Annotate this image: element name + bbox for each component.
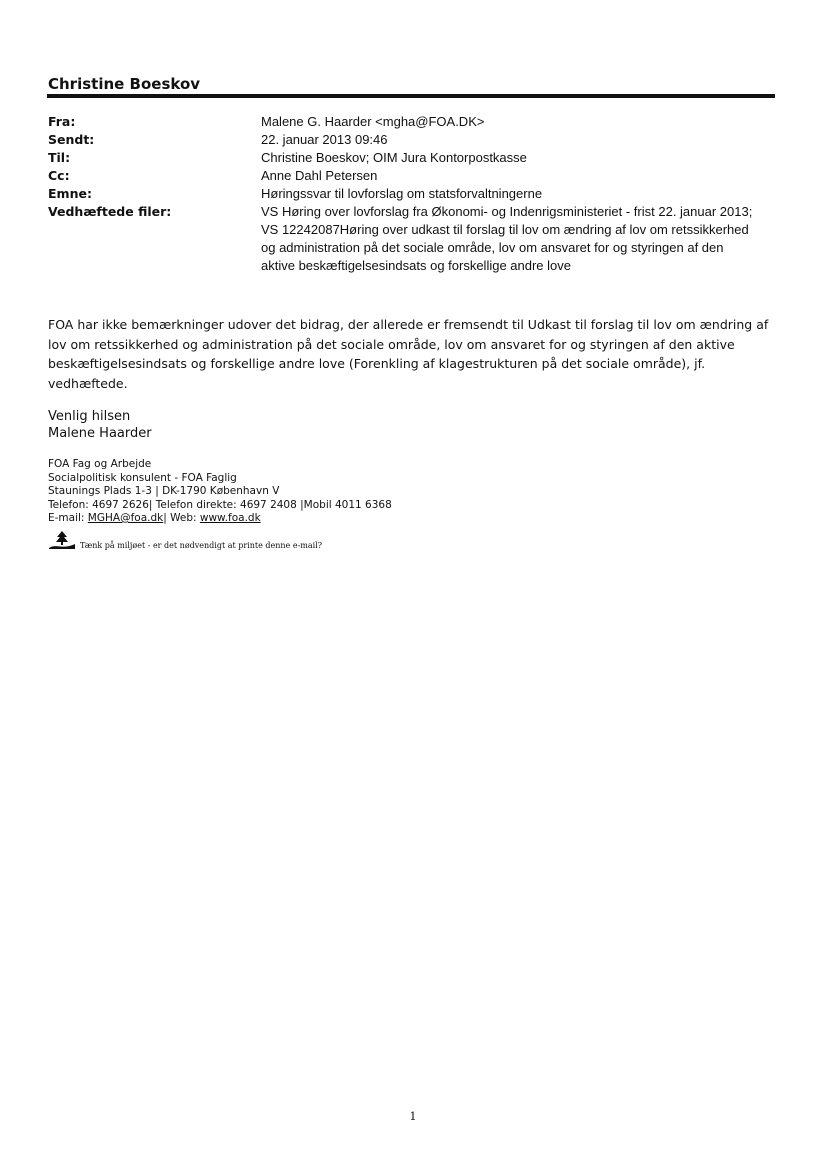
header-row-from [48,113,778,131]
web-link[interactable]: www.foa.dk [199,512,261,524]
header-label: Til: [48,150,71,165]
closing [48,408,152,442]
header-divider [47,94,775,98]
sender-name: Malene Haarder [48,426,152,441]
header-row-sent [48,131,778,149]
email-body: FOA har ikke bemærkninger udover det bidrag, der allerede er fremsendt til Udkast til forslag til lov om ændring af lov om retssikkerhed og administration på det sociale område, lov om ansvaret for og styringen af den aktive beskæftigelsesindsats og forskellige andre love (Forenkling af klagestrukturen på det sociale område), jf. vedhæftede. [48,317,769,391]
header-label: Cc: [48,168,70,183]
header-value-sent: 22. januar 2013 09:46 [261,132,388,147]
header-value-to: Christine Boeskov; OIM Jura Kontorpostkasse [261,150,527,165]
signature-address: Staunings Plads 1-3 | DK-1790 København V [48,485,280,497]
web-label: | Web: [163,512,200,524]
signature-contact [48,512,392,526]
page-number: 1 [409,1110,417,1123]
header-value-cc: Anne Dahl Petersen [261,168,378,183]
header-row-subject [48,185,778,203]
signature-block [48,458,392,526]
header-label: Vedhæftede filer: [48,204,172,219]
email-headers [48,113,778,275]
email-link[interactable]: MGHA@foa.dk [87,512,164,524]
header-value-attachments: VS Høring over lovforslag fra Økonomi- og Indenrigsministeriet - frist 22. januar 2013; VS 12242087Høring over udkast til forslag til lov om ændring af lov om retssikkerhed og administration på det sociale område, lov om ansvaret for og styringen af den aktive beskæftigelsesindsats og forskellige andre love [261,204,753,273]
header-value-from: Malene G. Haarder <mgha@FOA.DK> [261,114,485,129]
header-label: Emne: [48,186,92,201]
header-row-attachments [48,203,778,275]
mailbox-owner-name: Christine Boeskov [48,75,201,93]
header-label: Sendt: [48,132,95,147]
signature-org: FOA Fag og Arbejde [48,458,152,470]
header-row-cc [48,167,778,185]
header-label: Fra: [48,114,76,129]
email-label: E-mail: [48,512,88,524]
tree-road-icon [48,530,76,550]
header-value-subject: Høringssvar til lovforslag om statsforvaltningerne [261,186,543,201]
header-row-to [48,149,778,167]
signature-phones: Telefon: 4697 2626| Telefon direkte: 4697 2408 |Mobil 4011 6368 [48,498,392,511]
greeting-text: Venlig hilsen [48,409,131,424]
environment-note-text: Tænk på miljøet - er det nødvendigt at printe denne e-mail? [80,541,323,550]
environment-note [48,530,322,550]
signature-title: Socialpolitisk konsulent - FOA Faglig [48,471,237,484]
